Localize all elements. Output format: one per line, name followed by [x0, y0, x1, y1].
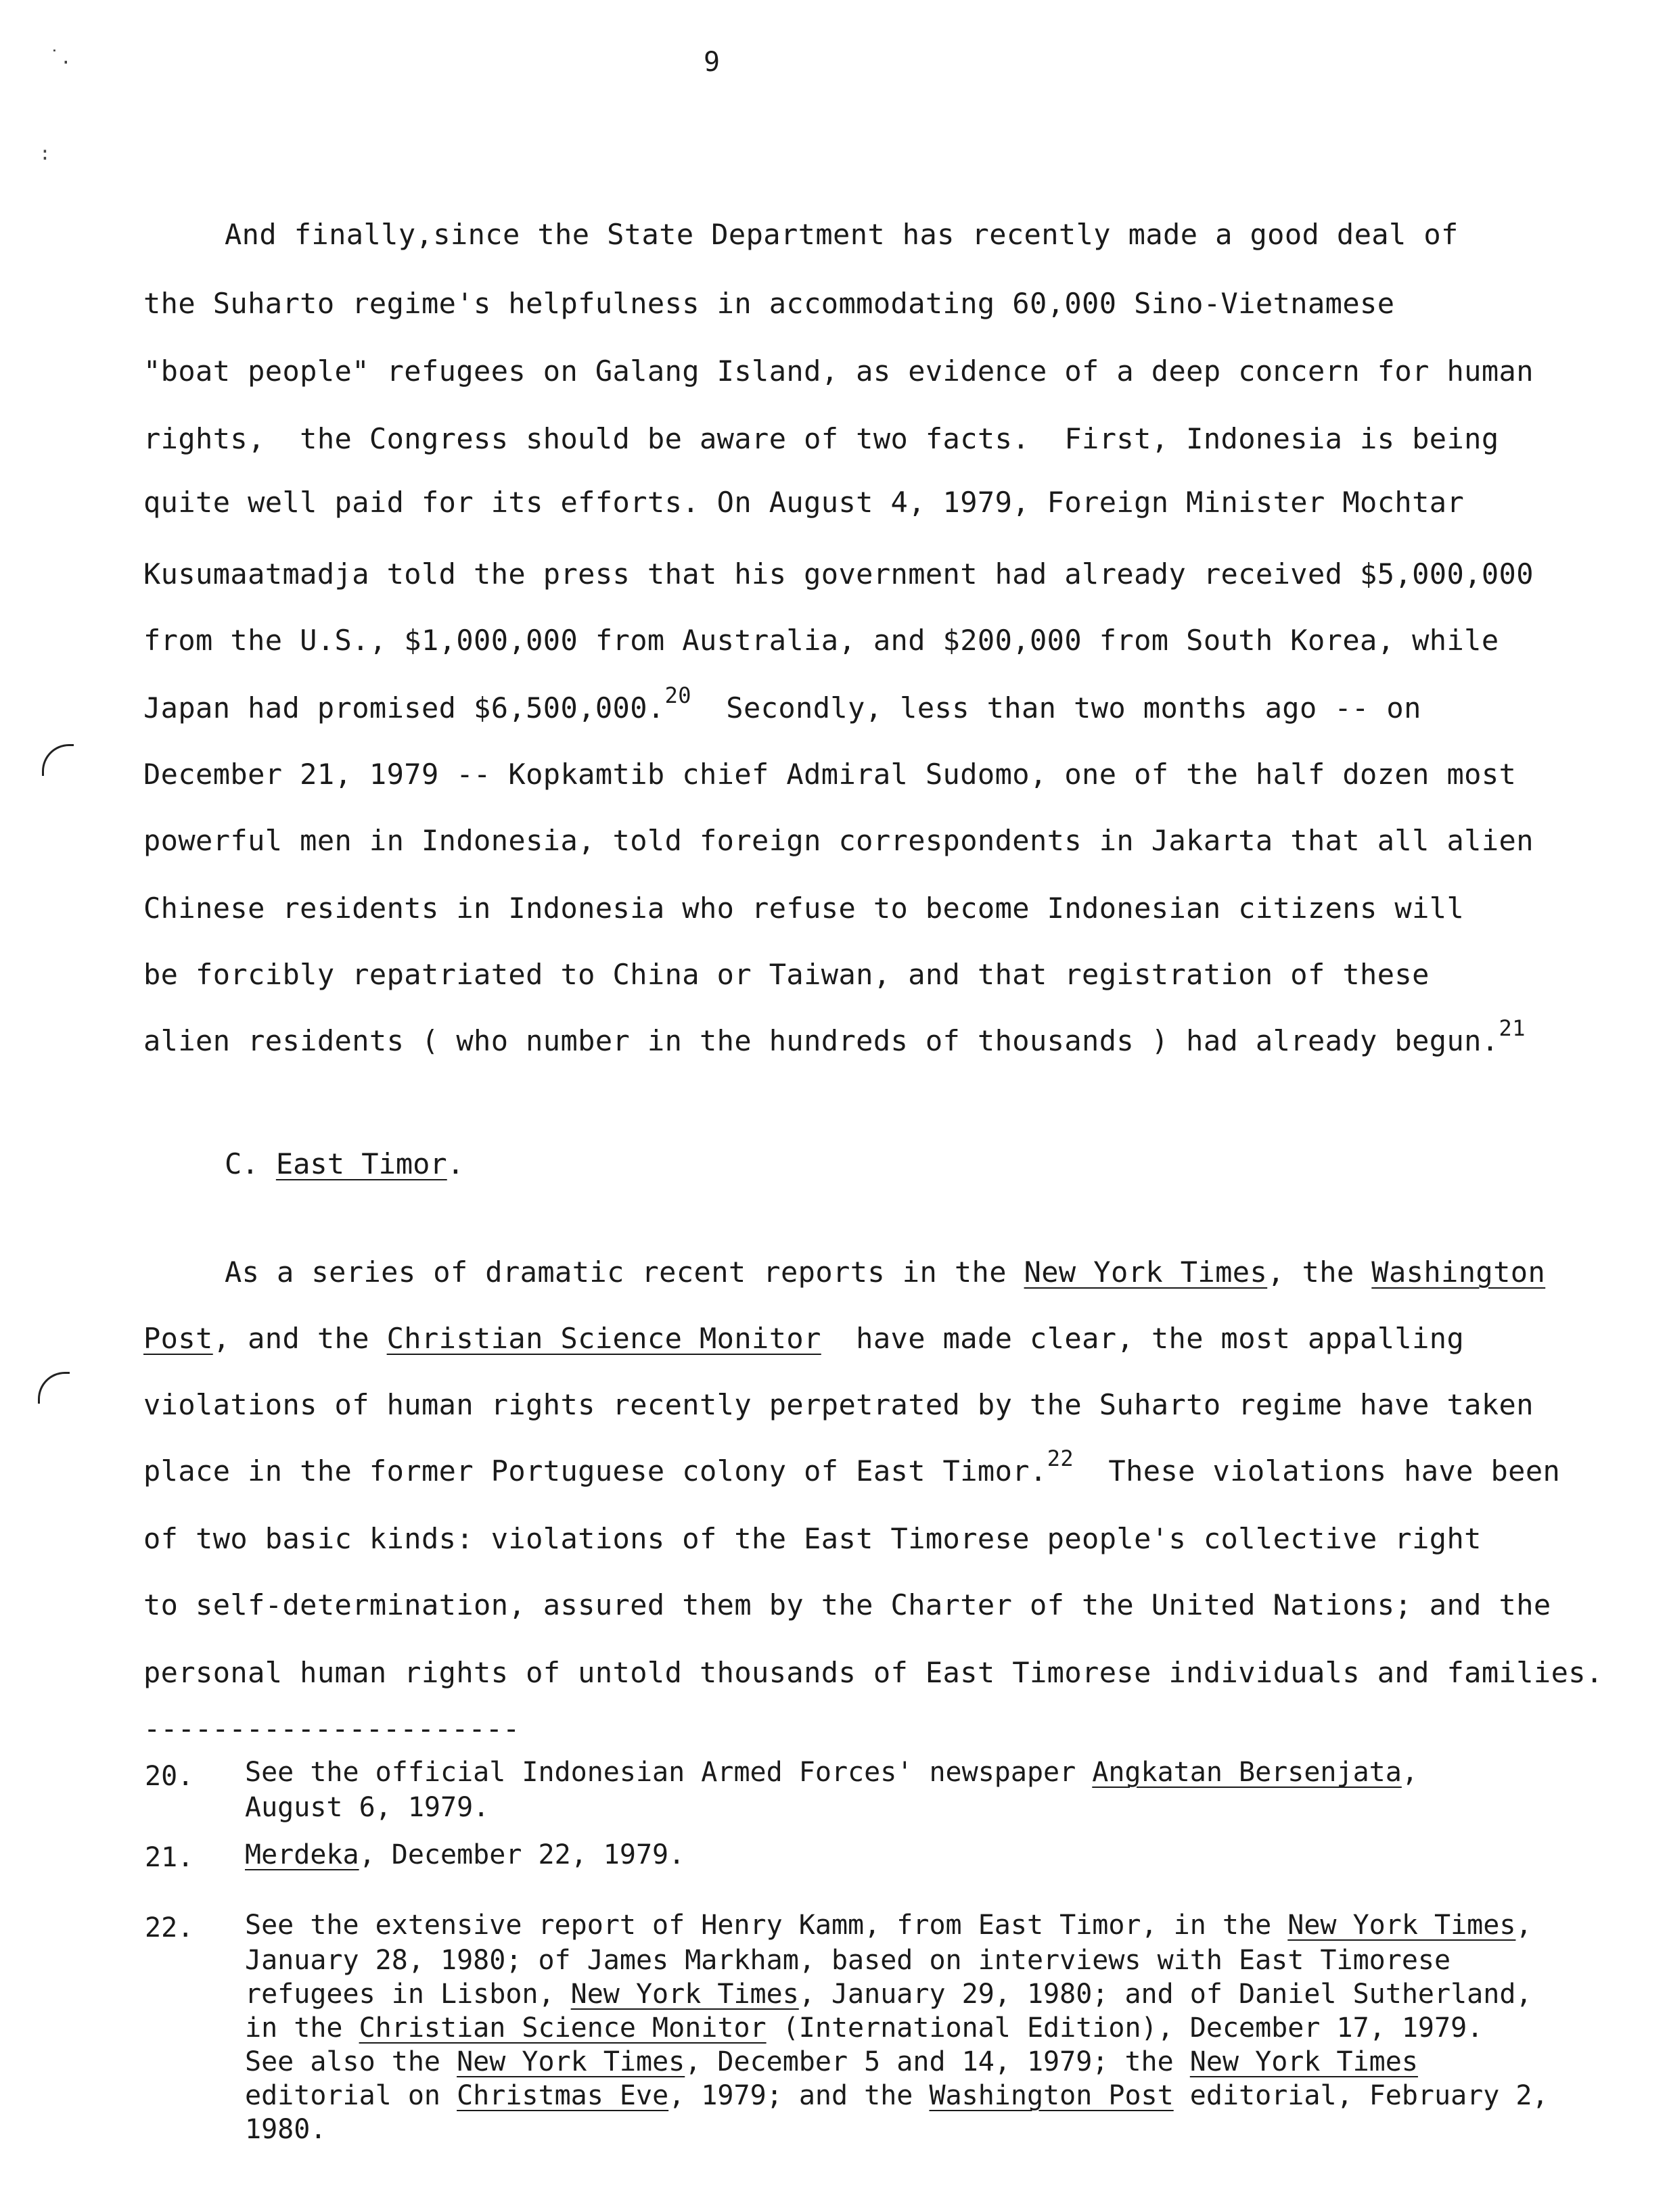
- paragraph-line: [143, 1015, 1578, 1057]
- footnote-line: 1980.: [245, 2114, 327, 2145]
- paragraph-text: , the: [1267, 1255, 1372, 1289]
- footnote-text: ,: [1401, 1757, 1418, 1788]
- paragraph-line: personal human rights of untold thousands of East Timorese individuals and families.: [143, 1656, 1603, 1689]
- scan-mark-second: :: [39, 142, 51, 164]
- paragraph-text: alien residents ( who number in the hundreds of thousands ) had already begun.: [143, 1024, 1499, 1057]
- paragraph-text: place in the former Portuguese colony of East Timor.: [143, 1454, 1047, 1488]
- footnote-text: , January 29, 1980; and of Daniel Sutherland,: [798, 1979, 1532, 2010]
- paragraph-line: Chinese residents in Indonesia who refuse to become Indonesian citizens will: [143, 892, 1465, 925]
- paragraph-line: powerful men in Indonesia, told foreign correspondents in Jakarta that all alien: [143, 824, 1534, 857]
- publication-title: Washington Post: [929, 2080, 1174, 2111]
- footnote-line: [245, 1759, 1598, 1786]
- paragraph-line: [225, 1255, 1659, 1289]
- footnote-number: 22.: [145, 1912, 194, 1943]
- footnote-text: , December 22, 1979.: [359, 1839, 685, 1870]
- scan-mark-top: ˙.: [49, 46, 72, 68]
- section-letter: C.: [225, 1147, 276, 1180]
- footnote-number: 20.: [145, 1761, 194, 1792]
- footnote-line: [245, 2082, 1598, 2109]
- paragraph-line: [143, 683, 1578, 724]
- publication-title: New York Times: [1189, 2046, 1418, 2077]
- publication-title: Christian Science Monitor: [359, 2012, 767, 2044]
- footnote-text: See the official Indonesian Armed Forces' newspaper: [245, 1757, 1093, 1788]
- footnote-text: refugees in Lisbon,: [245, 1979, 571, 2010]
- footnote-divider: ----------------------: [143, 1712, 520, 1745]
- paragraph-line: "boat people" refugees on Galang Island, as evidence of a deep concern for human: [143, 354, 1534, 388]
- footnote-text: (International Edition), December 17, 1979.: [766, 2012, 1484, 2044]
- footnote-line: [245, 1841, 1598, 1868]
- page-number: 9: [704, 47, 721, 78]
- section-heading: [225, 1147, 465, 1180]
- paragraph-line: of two basic kinds: violations of the East Timorese people's collective right: [143, 1522, 1482, 1555]
- footnote-text: ,: [1515, 1910, 1532, 1941]
- section-period: .: [447, 1147, 465, 1180]
- section-title: East Timor: [275, 1147, 447, 1180]
- footnote-number: 21.: [145, 1842, 194, 1873]
- paragraph-line: to self-determination, assured them by the Charter of the United Nations; and the: [143, 1588, 1551, 1621]
- footnote-text: editorial, February 2,: [1173, 2080, 1549, 2111]
- publication-title: Christian Science Monitor: [386, 1322, 821, 1355]
- publication-title: New York Times: [1024, 1255, 1268, 1289]
- footnote-text: editorial on: [245, 2080, 457, 2111]
- paragraph-text: Japan had promised $6,500,000.: [143, 691, 665, 724]
- footnote-line: [245, 1981, 1598, 2008]
- publication-title: Merdeka: [245, 1839, 359, 1870]
- paragraph-line: rights, the Congress should be aware of two facts. First, Indonesia is being: [143, 422, 1499, 455]
- margin-bracket-1: [42, 744, 74, 776]
- publication-title: New York Times: [1287, 1910, 1516, 1941]
- footnote-line: [245, 2014, 1598, 2042]
- publication-title: Post: [143, 1322, 213, 1355]
- paragraph-line: from the U.S., $1,000,000 from Australia, and $200,000 from South Korea, while: [143, 624, 1499, 657]
- paragraph-text: As a series of dramatic recent reports in the: [225, 1255, 1024, 1289]
- margin-bracket-2: [38, 1372, 70, 1404]
- footnote-text: See also the: [245, 2046, 457, 2077]
- paragraph-text: have made clear, the most appalling: [821, 1322, 1465, 1355]
- footnote-ref-20: 20: [664, 683, 691, 708]
- paragraph-line: Kusumaatmadja told the press that his government had already received $5,000,000: [143, 557, 1534, 591]
- paragraph-line: And finally,since the State Department has recently made a good deal of: [225, 218, 1459, 251]
- paragraph-line: quite well paid for its efforts. On August 4, 1979, Foreign Minister Mochtar: [143, 486, 1465, 519]
- paragraph-line: be forcibly repatriated to China or Taiwan, and that registration of these: [143, 958, 1430, 991]
- paragraph-line: the Suharto regime's helpfulness in accommodating 60,000 Sino-Vietnamese: [143, 287, 1395, 320]
- footnote-text: in the: [245, 2012, 359, 2044]
- publication-title: New York Times: [457, 2046, 685, 2077]
- footnote-line: [245, 2048, 1598, 2075]
- publication-title: Angkatan Bersenjata: [1092, 1757, 1402, 1788]
- footnote-line: January 28, 1980; of James Markham, based on interviews with East Timorese: [245, 1945, 1451, 1976]
- paragraph-line: [143, 1324, 1578, 1353]
- paragraph-line: violations of human rights recently perpetrated by the Suharto regime have taken: [143, 1388, 1534, 1421]
- paragraph-text: These violations have been: [1074, 1454, 1561, 1488]
- paragraph-text: , and the: [212, 1322, 387, 1355]
- footnote-text: , 1979; and the: [668, 2080, 930, 2111]
- paragraph-line: [143, 1446, 1578, 1488]
- publication-title: Washington: [1371, 1255, 1546, 1289]
- footnote-text: See the extensive report of Henry Kamm, from East Timor, in the: [245, 1910, 1288, 1941]
- footnote-line: [245, 1912, 1598, 1939]
- paragraph-text: Secondly, less than two months ago -- on: [691, 691, 1421, 724]
- footnote-ref-21: 21: [1499, 1015, 1526, 1041]
- footnote-ref-22: 22: [1047, 1446, 1074, 1471]
- publication-title: New York Times: [570, 1979, 799, 2010]
- footnote-text: , December 5 and 14, 1979; the: [685, 2046, 1190, 2077]
- footnote-line: August 6, 1979.: [245, 1792, 490, 1823]
- paragraph-line: December 21, 1979 -- Kopkamtib chief Admiral Sudomo, one of the half dozen most: [143, 758, 1517, 791]
- publication-title: Christmas Eve: [457, 2080, 669, 2111]
